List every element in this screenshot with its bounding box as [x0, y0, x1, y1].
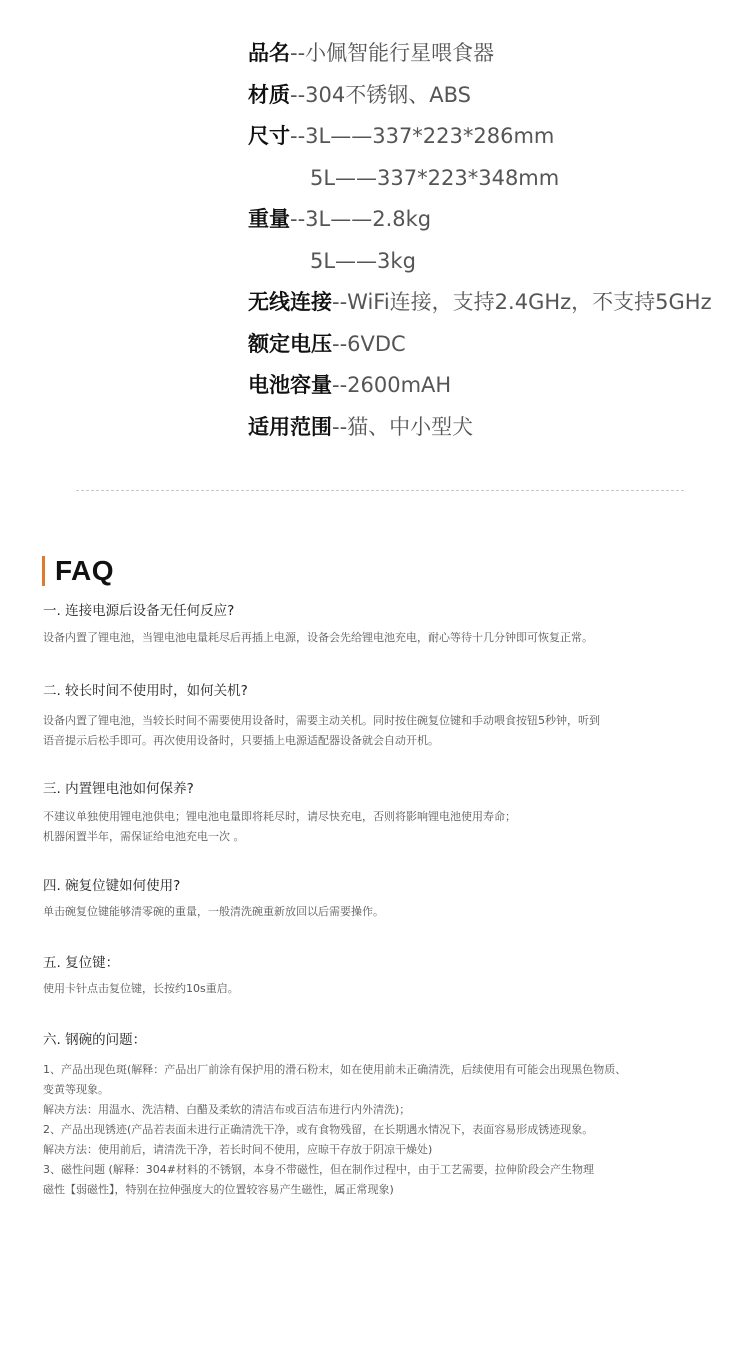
spec-separator: -- [290, 124, 306, 148]
spec-label: 额定电压 [248, 331, 332, 356]
spec-value: 猫、中小型犬 [347, 414, 474, 439]
spec-value: 2600mAH [347, 373, 452, 397]
spec-value: 小佩智能行星喂食器 [305, 41, 495, 65]
spec-size [248, 116, 748, 158]
spec-separator: -- [290, 41, 306, 65]
spec-value: 5L——337*223*348mm [310, 165, 560, 190]
section-divider [76, 490, 684, 491]
spec-separator: -- [290, 207, 306, 231]
spec-name [248, 33, 748, 75]
faq-answer: 解决方法：用温水、洗洁精、白醋及柔软的清洁布或百洁布进行内外清洗)； [43, 1103, 411, 1116]
faq-heading [42, 553, 114, 589]
spec-separator: -- [332, 290, 348, 314]
faq-answer: 语音提示后松手即可。再次使用设备时，只要插上电源适配器设备就会自动开机。 [43, 734, 439, 747]
spec-material [248, 75, 748, 117]
spec-value: WiFi连接，支持2.4GHz，不支持5GHz [347, 290, 712, 314]
faq-answer: 机器闲置半年，需保证给电池充电一次 。 [43, 830, 245, 843]
faq-answer: 磁性【弱磁性】，特别在拉伸强度大的位置较容易产生磁性，属正常现象) [43, 1183, 394, 1196]
spec-value: 6VDC [347, 331, 406, 356]
faq-question: 二. 较长时间不使用时，如何关机? [43, 683, 248, 699]
faq-answer: 单击碗复位键能够清零碗的重量，一般清洗碗重新放回以后需要操作。 [43, 905, 384, 918]
spec-label: 电池容量 [248, 373, 332, 397]
faq-answer: 3、磁性问题 (解释：304#材料的不锈钢，本身不带磁性，但在制作过程中，由于工艺需要，拉伸阶段会产生物理 [43, 1163, 594, 1176]
product-spec-list [248, 33, 748, 448]
spec-label: 品名 [248, 41, 290, 65]
faq-title: FAQ [55, 555, 115, 586]
faq-answer: 变黄等现象。 [43, 1083, 109, 1096]
faq-question: 三. 内置锂电池如何保养? [43, 781, 194, 797]
spec-value: 304不锈钢、ABS [305, 82, 471, 107]
spec-separator: -- [332, 414, 348, 439]
faq-question: 四. 碗复位键如何使用? [43, 878, 181, 894]
spec-label: 重量 [248, 207, 290, 231]
spec-label: 尺寸 [248, 124, 290, 148]
spec-separator: -- [332, 373, 348, 397]
spec-battery [248, 365, 748, 407]
faq-question: 一. 连接电源后设备无任何反应? [43, 603, 235, 619]
faq-item [43, 876, 723, 922]
faq-item [43, 953, 723, 999]
spec-label: 材质 [248, 82, 290, 107]
spec-value: 5L——3kg [310, 248, 416, 273]
spec-weight-5l [248, 241, 748, 283]
faq-answer: 1、产品出现色斑(解释：产品出厂前涂有保护用的滑石粉末，如在使用前未正确清洗，后续使用有可能会出现黑色物质、 [43, 1063, 627, 1076]
spec-weight [248, 199, 748, 241]
faq-answer: 2、产品出现锈迹(产品若表面未进行正确清洗干净，或有食物残留，在长期遇水情况下，表面容易形成锈迹现象。 [43, 1123, 594, 1136]
faq-answer: 使用卡针点击复位键，长按约10s重启。 [43, 982, 239, 995]
faq-item [43, 601, 723, 648]
spec-size-5l [248, 158, 748, 200]
spec-separator: -- [332, 331, 348, 356]
faq-item [43, 1030, 723, 1200]
faq-item [43, 681, 723, 751]
faq-question: 五. 复位键： [43, 955, 120, 971]
spec-value: 3L——2.8kg [305, 207, 432, 231]
spec-separator: -- [290, 82, 306, 107]
faq-answer: 解决方法：使用前后，请清洗干净，若长时间不使用，应晾干存放于阴凉干燥处) [43, 1143, 433, 1156]
faq-answer: 设备内置了锂电池，当锂电池电量耗尽后再插上电源，设备会先给锂电池充电，耐心等待十几分钟即可恢复正常。 [43, 631, 593, 644]
spec-label: 无线连接 [248, 290, 332, 314]
spec-value: 3L——337*223*286mm [305, 124, 555, 148]
faq-item [43, 779, 723, 847]
spec-voltage [248, 324, 748, 366]
spec-suitable-for [248, 407, 748, 449]
faq-answer: 设备内置了锂电池，当较长时间不需要使用设备时，需要主动关机。同时按住碗复位键和手动喂食按钮5秒钟，听到 [43, 714, 600, 727]
faq-accent-bar [42, 556, 45, 586]
spec-label: 适用范围 [248, 414, 332, 439]
spec-wireless [248, 282, 748, 324]
faq-answer: 不建议单独使用锂电池供电；锂电池电量即将耗尽时，请尽快充电，否则将影响锂电池使用寿命； [43, 810, 516, 823]
faq-question: 六. 钢碗的问题： [43, 1032, 147, 1048]
